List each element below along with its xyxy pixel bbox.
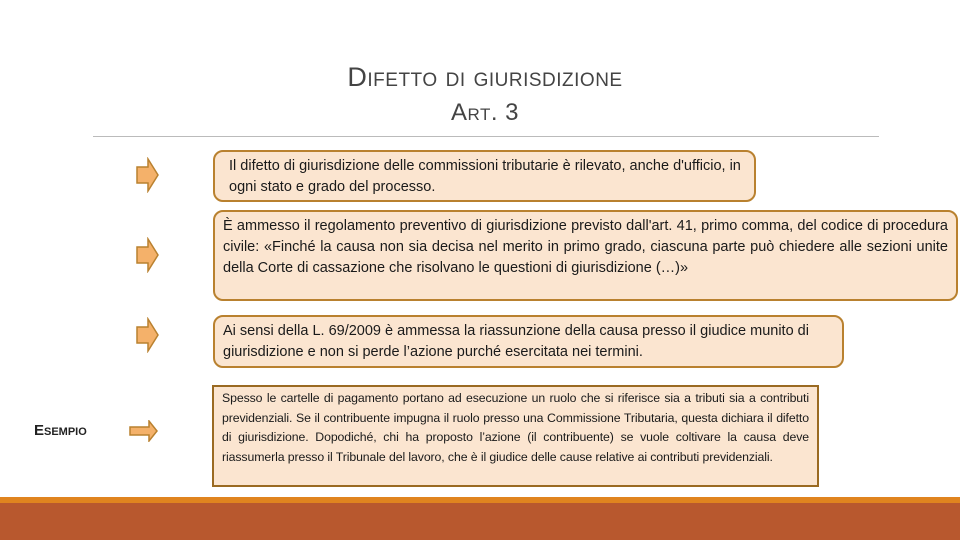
slide-title: Difetto di giurisdizione [347, 62, 623, 92]
arrow-right-icon [136, 317, 160, 353]
arrow-right-icon [136, 157, 160, 193]
arrow-right-icon [129, 420, 159, 442]
rule-box-2: È ammesso il regolamento preventivo di giurisdizione previsto dall'art. 41, primo comma, del codice di procedura civile: «Finché la causa non sia decisa nel merito in primo grado, ciascuna parte può chiedere alle sezioni unite della Corte di cassazione che risolvano le questioni di giurisdizione (…)» [213, 210, 958, 301]
arrow-right-icon [136, 237, 160, 273]
example-label: Esempio [34, 422, 87, 439]
rule-box-1: Il difetto di giurisdizione delle commissioni tributarie è rilevato, anche d'ufficio, in ogni stato e grado del processo. [213, 150, 756, 202]
slide-subtitle: Art. 3 [450, 99, 520, 126]
title-divider [93, 136, 879, 137]
footer-bar [0, 503, 960, 540]
rule-box-3: Ai sensi della L. 69/2009 è ammessa la riassunzione della causa presso il giudice munito di giurisdizione e non si perde l’azione purché esercitata nei termini. [213, 315, 844, 368]
example-box: Spesso le cartelle di pagamento portano ad esecuzione un ruolo che si riferisce sia a tributi sia a contributi previdenziali. Se il contribuente impugna il ruolo presso una Commissione Tributaria, questa dichiara il difetto di giurisdizione. Dopodiché, chi ha proposto l’azione (il contribuente) se vuole coltivare la causa deve riassumerla presso il Tribunale del lavoro, che è il giudice delle cause relative ai contributi previdenziali. [212, 385, 819, 487]
